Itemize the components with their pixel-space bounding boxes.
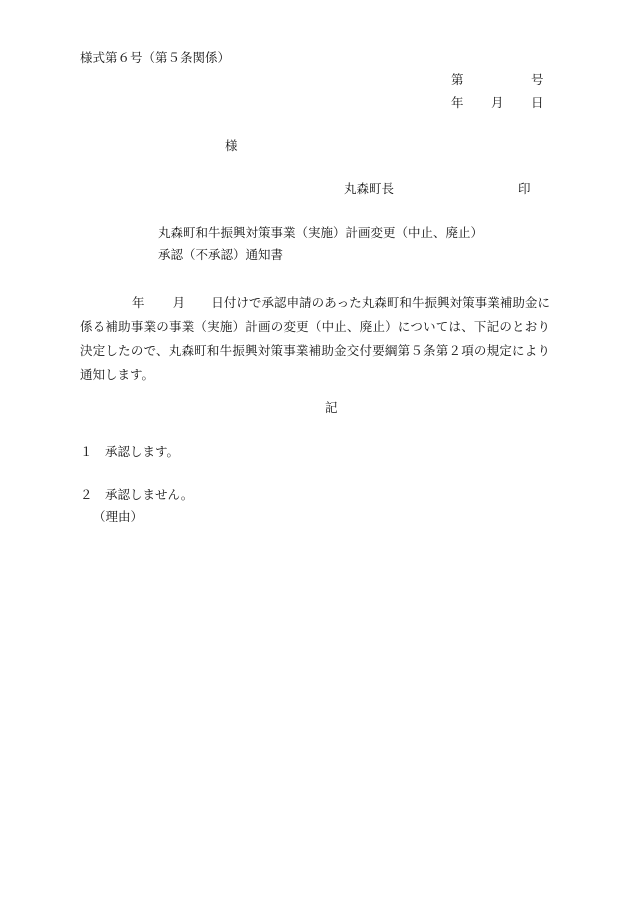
- issuer-title: 丸森町長: [344, 181, 395, 196]
- item-2-number: ２: [80, 487, 93, 502]
- item-1-number: １: [80, 444, 93, 459]
- body-year: 年: [132, 295, 145, 310]
- item-2-text: 承認しません。: [105, 487, 194, 502]
- notice-body: [80, 291, 550, 387]
- body-text: 日付けで承認申請のあった丸森町和牛振興対策事業補助金に係る補助事業の事業（実施）計画の変更（中止、廃止）については、下記のとおり決定したので、丸森町和牛振興対策事業補助金交付要綱第５条第２項の規定により通知します。: [80, 295, 550, 382]
- seal-mark: 印: [518, 181, 531, 196]
- date-month: 月: [491, 95, 504, 110]
- body-month: 月: [172, 295, 186, 310]
- number-suffix: 号: [531, 72, 544, 87]
- date-year: 年: [451, 95, 464, 110]
- reason-label: （理由）: [93, 509, 144, 524]
- ki-heading: 記: [325, 400, 338, 415]
- form-label: 様式第６号（第５条関係）: [80, 50, 231, 65]
- document-title-line1: 丸森町和牛振興対策事業（実施）計画変更（中止、廃止）: [158, 225, 484, 240]
- number-prefix: 第: [451, 72, 464, 87]
- addressee-suffix: 様: [225, 138, 238, 153]
- document-title-line2: 承認（不承認）通知書: [158, 247, 284, 262]
- date-day: 日: [531, 95, 544, 110]
- item-1-text: 承認します。: [105, 444, 180, 459]
